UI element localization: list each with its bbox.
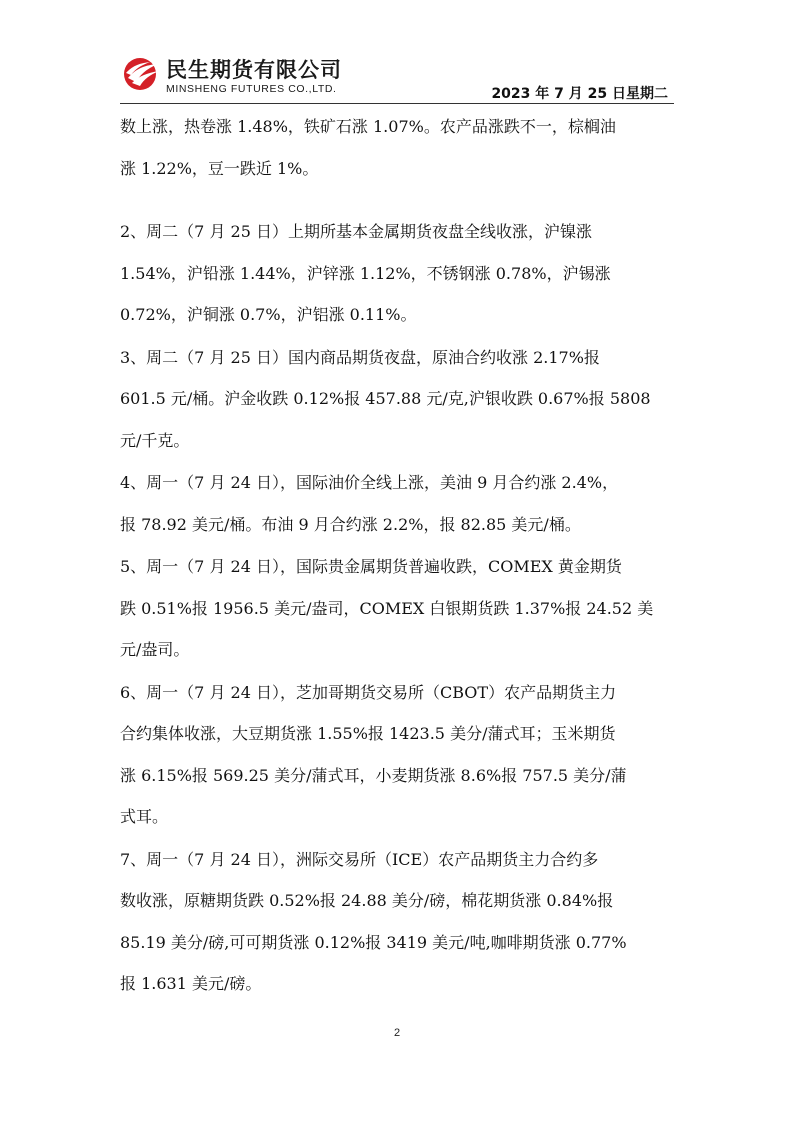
text-line: 1.54%，沪铅涨 1.44%，沪锌涨 1.12%，不锈钢涨 0.78%，沪锡涨 <box>120 263 611 283</box>
paragraph-2 <box>120 337 680 462</box>
text-line: 85.19 美分/磅,可可期货涨 0.12%报 3419 美元/吨,咖啡期货涨 0.77% <box>120 932 627 952</box>
header-divider <box>120 103 674 104</box>
company-name-cn: 民生期货有限公司 <box>166 58 342 82</box>
text-line: 涨 1.22%，豆一跌近 1%。 <box>120 158 319 178</box>
document-body <box>120 106 680 1005</box>
text-line: 7、周一（7 月 24 日），洲际交易所（ICE）农产品期货主力合约多 <box>120 849 599 869</box>
text-line: 涨 6.15%报 569.25 美分/蒲式耳，小麦期货涨 8.6%报 757.5 美分/蒲 <box>120 765 627 785</box>
text-line: 报 1.631 美元/磅。 <box>120 974 262 993</box>
text-line: 0.72%，沪铜涨 0.7%，沪铝涨 0.11%。 <box>120 305 417 324</box>
page-header <box>120 52 674 104</box>
paragraph-6 <box>120 839 680 1005</box>
page-number: 2 <box>393 1027 401 1039</box>
paragraph-3 <box>120 462 680 545</box>
paragraph-5 <box>120 672 680 838</box>
text-line: 6、周一（7 月 24 日），芝加哥期货交易所（CBOT）农产品期货主力 <box>120 682 617 702</box>
minsheng-logo-icon <box>122 56 160 92</box>
text-line: 5、周一（7 月 24 日），国际贵金属期货普遍收跌，COMEX 黄金期货 <box>120 557 622 576</box>
text-line: 601.5 元/桶。沪金收跌 0.12%报 457.88 元/克,沪银收跌 0.67%报 5808 <box>120 389 651 408</box>
text-line: 4、周一（7 月 24 日），国际油价全线上涨，美油 9 月合约涨 2.4%， <box>120 473 619 492</box>
paragraph-4 <box>120 546 680 671</box>
text-line: 跌 0.51%报 1956.5 美元/盎司，COMEX 白银期货跌 1.37%报 24.52 美 <box>120 598 654 618</box>
company-logo <box>120 52 380 100</box>
text-line: 数收涨，原糖期货跌 0.52%报 24.88 美分/磅，棉花期货涨 0.84%报 <box>120 891 614 910</box>
text-line: 2、周二（7 月 25 日）上期所基本金属期货夜盘全线收涨，沪镍涨 <box>120 222 592 241</box>
text-line: 3、周二（7 月 25 日）国内商品期货夜盘，原油合约收涨 2.17%报 <box>120 347 600 367</box>
text-line: 式耳。 <box>120 807 169 826</box>
text-line: 元/盎司。 <box>120 640 190 659</box>
text-line: 合约集体收涨，大豆期货涨 1.55%报 1423.5 美分/蒲式耳；玉米期货 <box>120 724 616 743</box>
text-line: 报 78.92 美元/桶。布油 9 月合约涨 2.2%，报 82.85 美元/桶。 <box>120 514 581 534</box>
text-line: 元/千克。 <box>120 430 190 450</box>
company-name-en: MINSHENG FUTURES CO.,LTD. <box>166 83 337 95</box>
paragraph-0 <box>120 106 680 189</box>
text-line: 数上涨，热卷涨 1.48%，铁矿石涨 1.07%。农产品涨跌不一，棕榈油 <box>120 117 616 136</box>
report-date: 2023 年 7 月 25 日星期二 <box>491 86 668 102</box>
paragraph-1 <box>120 211 680 336</box>
